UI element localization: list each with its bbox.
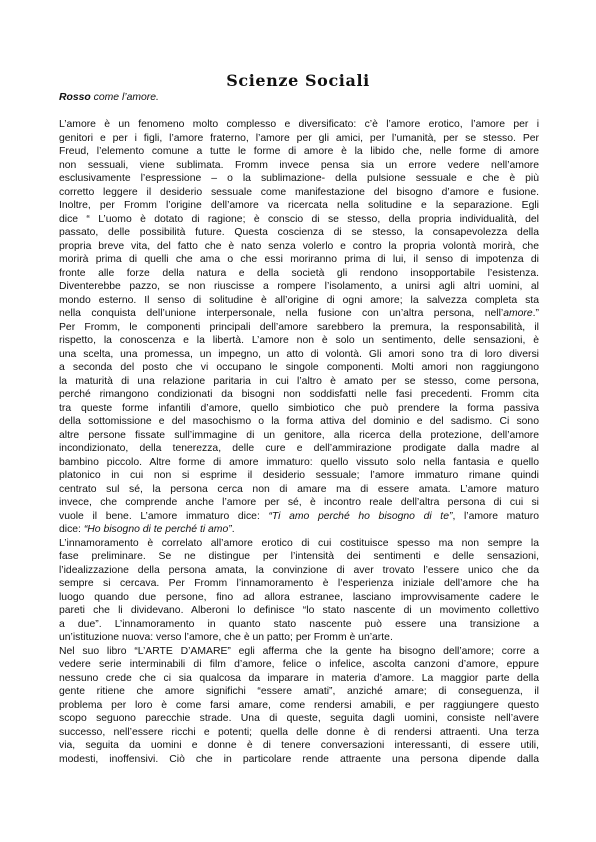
text-line xyxy=(59,294,539,308)
text-segment: fase preliminare. Se ne distingue per l’intensità dei sentimenti e delle sensazioni, xyxy=(59,551,539,562)
text-segment: bambino piccolo. Altre forme di amore immaturo: quello vissuto solo nella fantasia e quello xyxy=(59,456,539,468)
text-segment: gente ritiene che amore significhi “essere amati”, anziché amare; di conseguenza, il xyxy=(59,686,539,697)
text-line xyxy=(59,496,539,510)
text-segment: sempre si cercava. Per Fromm l’innamoramento è l’esperienza iniziale dell’amore che ha xyxy=(59,578,539,589)
text-segment: scopo seguono parecchie strade. Una di queste, seguita dagli uomini, consiste nell’avere xyxy=(59,713,539,724)
text-segment: luogo quando due persone, fino ad allora estranee, lasciano improvvisamente cadere le xyxy=(59,591,539,603)
text-line xyxy=(59,226,539,240)
italic-text: “Ho bisogno di te perché ti amo” xyxy=(83,524,232,535)
body-text xyxy=(59,118,539,766)
text-segment: via, seguita da uomini e donne è di tenere conversazioni interessanti, di essere utili, xyxy=(59,740,539,751)
text-segment: problema per loro è come farsi amare, come rendersi amabili, e per raggiungere questo xyxy=(59,699,539,711)
text-line xyxy=(59,469,539,483)
text-segment: l’idealizzazione della persona amata, la convinzione di aver trovato l’essere unico che da xyxy=(59,564,539,576)
text-line xyxy=(59,402,539,416)
text-line xyxy=(59,172,539,186)
document-subtitle xyxy=(59,91,539,105)
text-line xyxy=(59,604,539,618)
text-segment: corretto leggere il desiderio sessuale come manifestazione del bisogno d’amore e fusione. xyxy=(59,186,539,198)
text-segment: dice: xyxy=(59,524,84,535)
text-line xyxy=(59,361,539,375)
text-line xyxy=(59,739,539,753)
text-segment: incondizionato, della tenerezza, delle cure e dell’ammirazione prodigate dalla madre al xyxy=(59,443,539,454)
text-line xyxy=(59,456,539,470)
text-segment: , l’amore maturo xyxy=(452,510,539,522)
text-segment: invece, che comprende anche l’amore per sé, è incontro reale dell’altra persona di cui si xyxy=(59,497,539,508)
text-line xyxy=(59,267,539,281)
text-segment: fronte alle forze della natura e della società gli rendono insopportabile l’esistenza. xyxy=(59,267,539,279)
text-line xyxy=(59,334,539,348)
text-line xyxy=(59,537,539,551)
text-segment: Freud, l’elemento comune a tutte le forme di amore è la libido che, nelle forme di amore xyxy=(59,146,539,157)
text-line xyxy=(59,577,539,591)
text-line xyxy=(59,348,539,362)
text-line xyxy=(59,618,539,632)
text-line xyxy=(59,145,539,159)
text-line xyxy=(59,658,539,672)
text-line xyxy=(59,213,539,227)
text-segment: una scelta, una promessa, un impegno, un atto di volontà. Gli amori sono tra di loro diversi xyxy=(59,348,539,360)
text-segment: platonico in cui non si esprime il desiderio sessuale; l’amore immaturo rimane quindi xyxy=(59,470,539,481)
text-segment: la maturità di una relazione paritaria in cui l’altro è amato per se stesso, come persona, xyxy=(59,375,539,387)
text-line xyxy=(59,321,539,335)
text-line xyxy=(59,523,539,537)
text-line xyxy=(59,375,539,389)
text-line xyxy=(59,699,539,713)
text-line xyxy=(59,483,539,497)
text-segment: non sessuali, viene sublimata. Fromm invece pensa sia un errore vedere nell’amore xyxy=(59,159,539,171)
subtitle-bold: Rosso xyxy=(59,92,91,103)
text-segment: Per Fromm, le componenti principali dell’amore sarebbero la premura, la responsabilità, il xyxy=(59,321,539,333)
text-line xyxy=(59,132,539,146)
text-segment: .” xyxy=(532,308,539,319)
text-line xyxy=(59,726,539,740)
text-segment: tra queste forme infantili d’amore, quello simbiotico che può prendere la forma passiva xyxy=(59,402,539,414)
text-segment: nella conquista dell’unione interpersonale, nella fusione con un’altra persona, nell’ xyxy=(59,308,504,319)
text-segment: Inoltre, per Fromm l’origine dell’amore va ricercata nella solitudine e la separazione. Egli xyxy=(59,200,539,211)
text-line xyxy=(59,631,539,645)
text-segment: passato, delle possibilità future. Questa coscienza di se stesso, la consapevolezza della xyxy=(59,227,539,238)
italic-text: amore xyxy=(503,308,533,319)
text-segment: vedere serie interminabili di film d’amore, felice o infelice, ascolta canzoni d’amore, eppure xyxy=(59,659,539,670)
text-line xyxy=(59,591,539,605)
text-segment: vuole il bene. L’amore immaturo dice: xyxy=(59,510,269,522)
text-line xyxy=(59,240,539,254)
document-title: Scienze Sociali xyxy=(226,71,370,90)
text-line xyxy=(59,685,539,699)
text-segment: genitori e per i figli, l’amore fraterno, l’amore per gli amici, per l’umanità, per se stesso. Per xyxy=(59,132,539,144)
text-segment: a seconda del posto che vi occupano le singole componenti. Molti amori non raggiungono xyxy=(59,362,539,373)
text-line xyxy=(59,550,539,564)
text-segment: nessuno crede che ci sia qualcosa da imparare in materia d’amore. La maggior parte della xyxy=(59,672,539,684)
text-line xyxy=(59,199,539,213)
text-line xyxy=(59,564,539,578)
text-segment: Diventerebbe pazzo, se non riuscisse a rompere l’isolamento, a unirsi agli altri uomini, al xyxy=(59,281,539,292)
text-line xyxy=(59,253,539,267)
text-line xyxy=(59,429,539,443)
text-line xyxy=(59,388,539,402)
text-line xyxy=(59,186,539,200)
text-segment: . xyxy=(231,524,235,535)
text-line xyxy=(59,712,539,726)
text-segment: pareti che li dividevano. Alberoni lo definisce “lo stato nascente di un movimento collettivo xyxy=(59,605,539,616)
text-segment: L’innamoramento è correlato all’amore erotico di cui costituisce spesso ma non sempre la xyxy=(59,537,539,549)
text-line xyxy=(59,510,539,524)
text-segment: un’istituzione nuova: verso l’amore, che è un patto; per Fromm è un’arte. xyxy=(59,632,393,643)
text-segment: mondo esterno. Il senso di solitudine è all’origine di ogni amore; la salvezza completa sta xyxy=(59,294,539,306)
text-line xyxy=(59,645,539,659)
text-segment: Nel suo libro “L’ARTE D’AMARE” egli afferma che la gente ha bisogno dell’amore; corre a xyxy=(59,645,539,657)
italic-text: “Ti amo perché ho bisogno di te” xyxy=(268,510,453,522)
text-segment: centrato sul sé, la persona cerca non di amare ma di essere amata. L’amore maturo xyxy=(59,483,539,495)
text-segment: altre persone fissate sull’immagine di un genitore, alla ricerca della protezione, dell’amore xyxy=(59,429,539,441)
text-line xyxy=(59,118,539,132)
text-line xyxy=(59,415,539,429)
text-segment: successo, nell’essere ricchi e potenti; quella delle donne è di rendersi attraenti. Una terza xyxy=(59,726,539,738)
text-segment: rispetto, la conoscenza e la libertà. L’amore non è solo un sentimento, delle sensazioni, è xyxy=(59,335,539,346)
text-line xyxy=(59,672,539,686)
text-segment: morirà prima di quelli che ama o che essi moriranno prima di lui, il senso di impotenza di xyxy=(59,254,539,265)
subtitle-rest: come l’amore. xyxy=(90,92,159,103)
text-segment: modesti, inoffensivi. Ciò che in particolare rende attraente una persona dipende dalla xyxy=(59,753,539,765)
text-segment: perché rimangono condizionati da bisogni non soddisfatti nelle fasi precedenti. Fromm cita xyxy=(59,389,539,400)
text-segment: dice “ L’uomo è dotato di ragione; è conscio di se stesso, della propria individualità, del xyxy=(59,213,539,225)
text-segment: L’amore è un fenomeno molto complesso e diversificato: c’è l’amore erotico, l’amore per i xyxy=(59,119,539,130)
text-line xyxy=(59,280,539,294)
text-line xyxy=(59,307,539,321)
text-line xyxy=(59,442,539,456)
text-line xyxy=(59,753,539,767)
text-segment: a due”. L’innamoramento in quanto stato nascente può essere una transizione a xyxy=(59,618,539,630)
text-line xyxy=(59,159,539,173)
document-body xyxy=(59,91,539,766)
text-segment: della sottomissione e del masochismo o la forma attiva del dominio e del sadismo. Ci sono xyxy=(59,416,539,427)
text-segment: esclusivamente l’espressione – o la sublimazione- della pulsione sessuale e che è più xyxy=(59,173,539,184)
text-segment: propria breve vita, del fatto che è nato senza volerlo e contro la propria volontà morirà, che xyxy=(59,240,539,252)
